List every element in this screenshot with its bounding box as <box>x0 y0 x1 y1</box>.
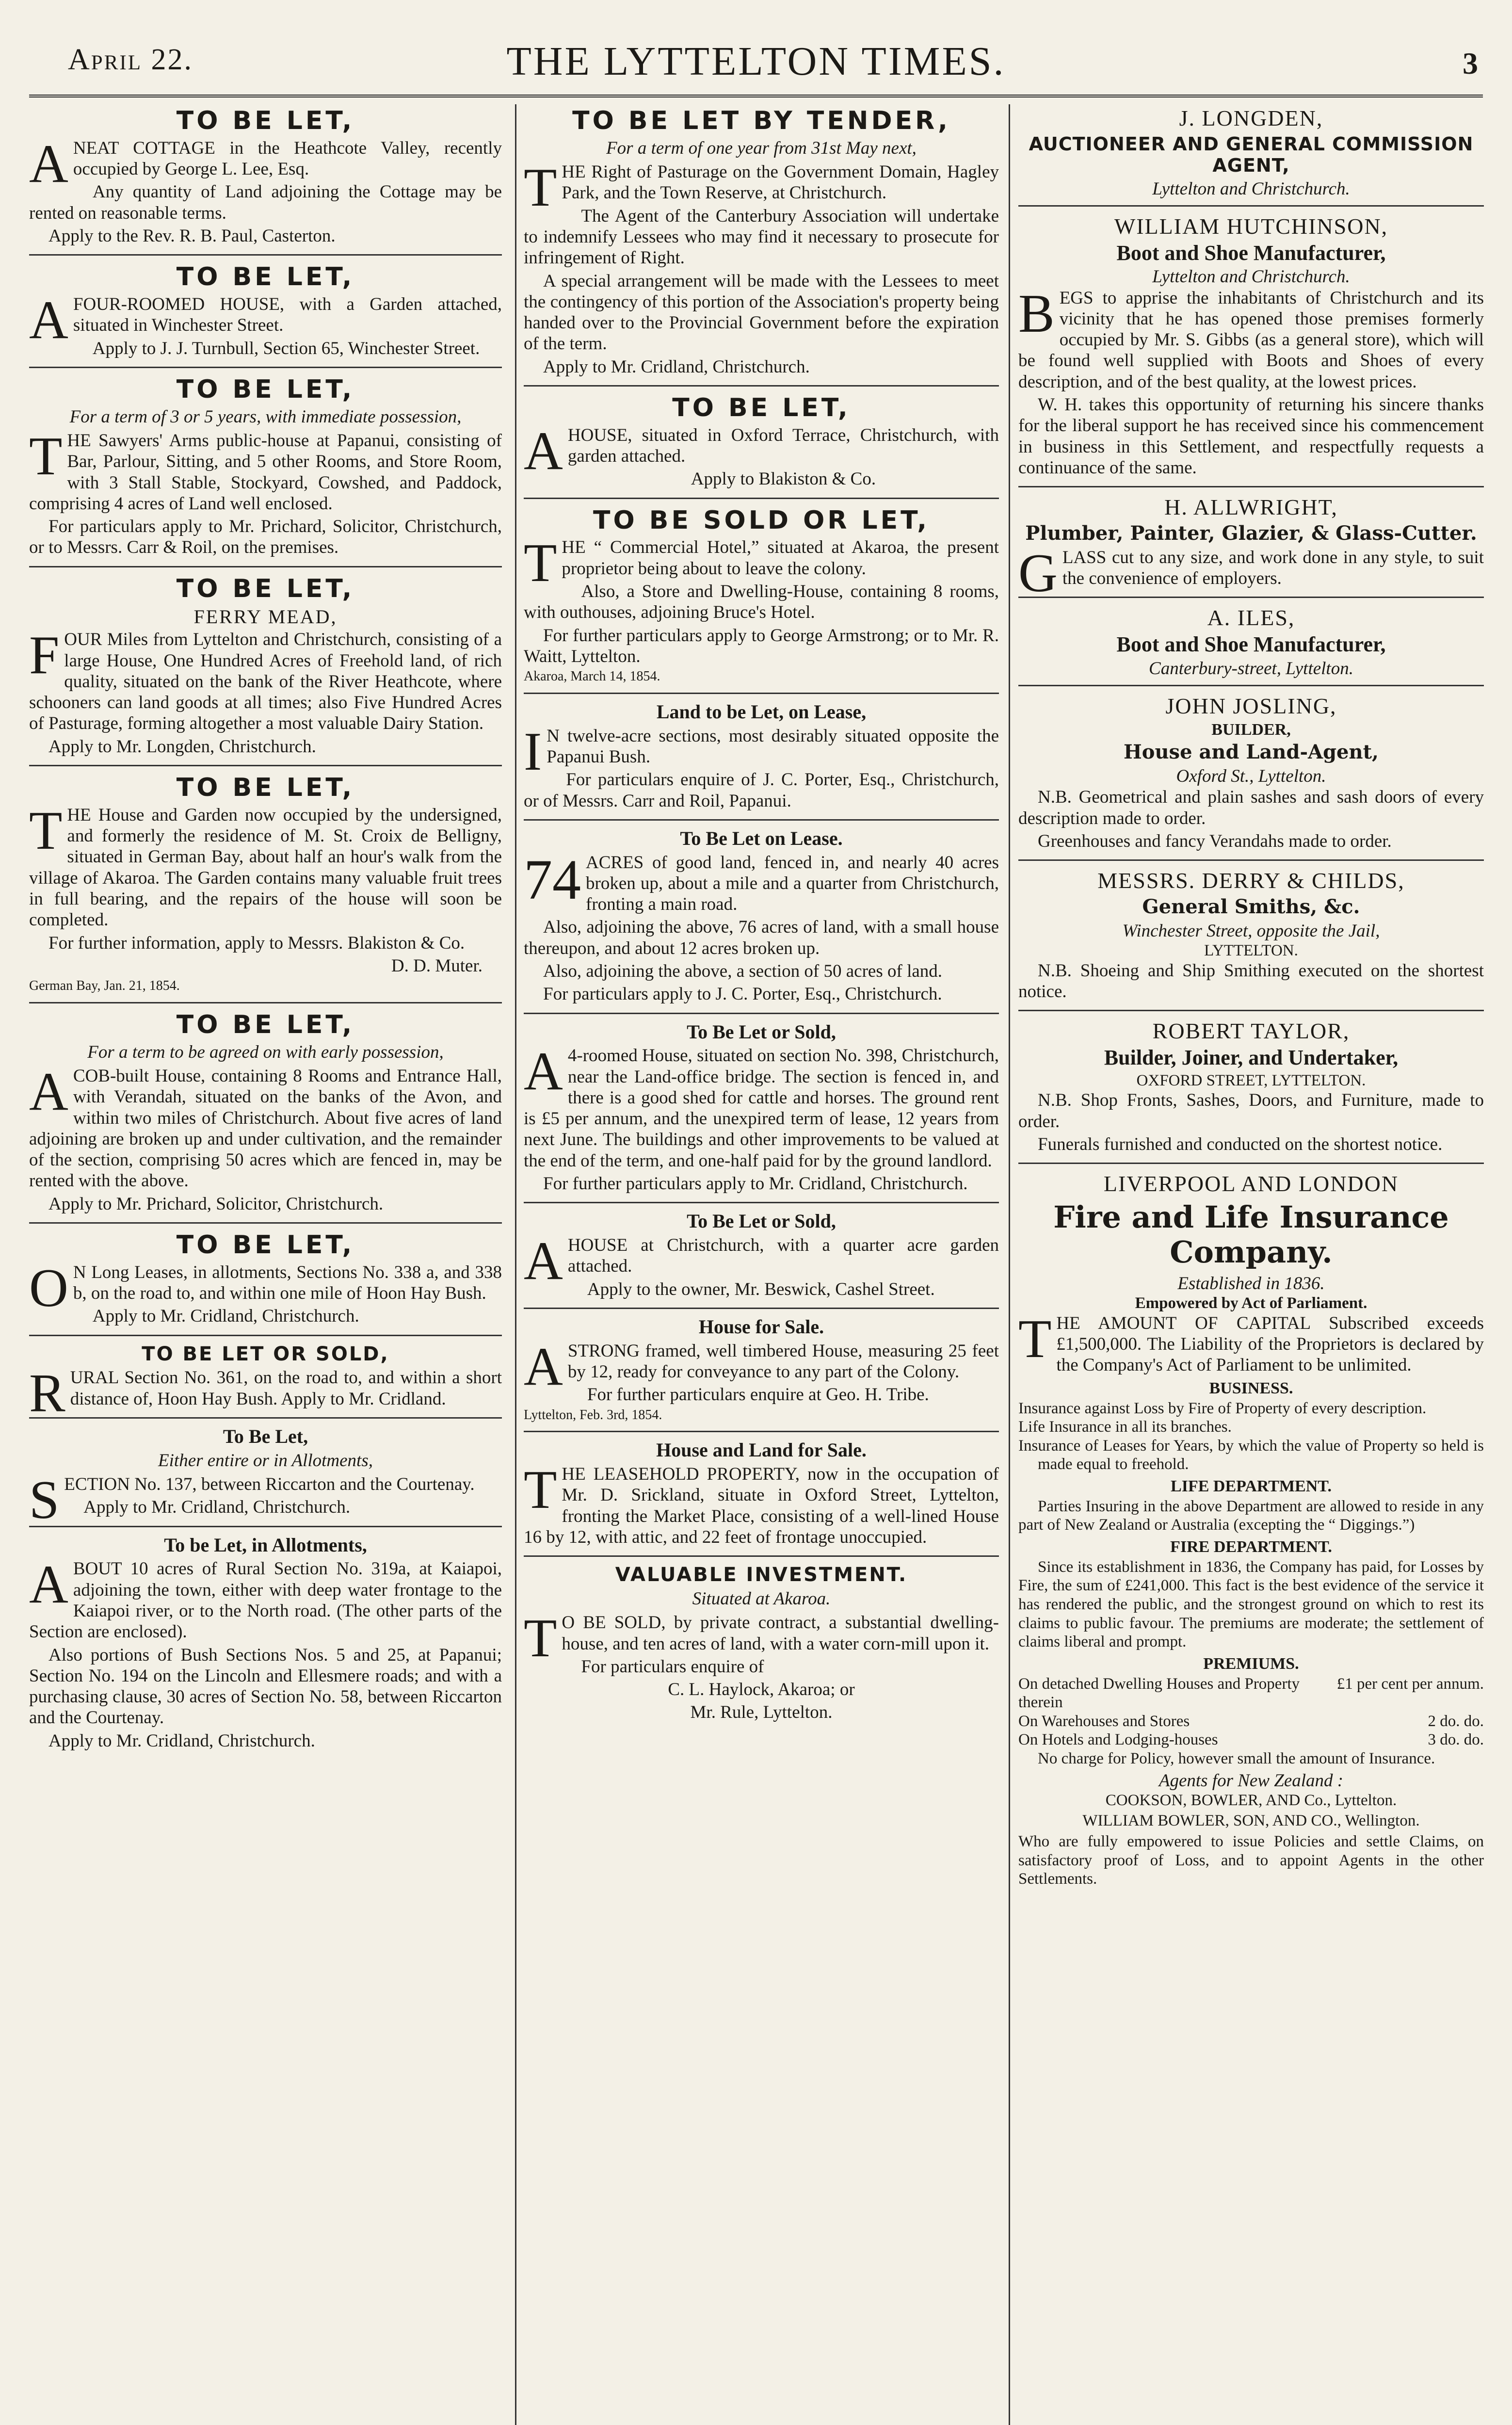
business-name: H. ALLWRIGHT, <box>1164 495 1338 520</box>
act-line: Empowered by Act of Parliament. <box>1135 1294 1367 1312</box>
advert-body: Parties Insuring in the above Department are allowed to reside in any part of New Zealand or Australia (excepting the “ Diggings.”) <box>1018 1497 1484 1534</box>
advert-valuable-investment <box>524 1564 999 1730</box>
drop-cap: A <box>29 133 68 194</box>
advert-contact: Apply to Blakiston & Co. <box>691 469 876 489</box>
advert-heading: TO BE LET, <box>176 374 355 404</box>
business-location: Winchester Street, opposite the Jail, <box>1122 921 1380 941</box>
page-header <box>0 34 1512 102</box>
advert-sawyers-arms <box>29 375 502 567</box>
advert-body: W. H. takes this opportunity of returning his sincere thanks for the liberal support he has received since his commencement in business in this Settlement, and respectfully requests a continuance of the same. <box>1018 394 1484 478</box>
drop-cap: R <box>29 1363 65 1424</box>
drop-cap: F <box>29 625 60 686</box>
advert-body: NEAT COTTAGE in the Heathcote Valley, recently occupied by George L. Lee, Esq. <box>73 138 502 179</box>
advert-body: HE House and Garden now occupied by the undersigned, and formerly the residence of M. St. Croix de Belligny, situated in German Bay, about half an hour's walk from the village of Akaroa. The Garden contains many valuable fruit trees in full bearing, and the repairs of the house will soon be completed. <box>29 805 502 930</box>
business-line: Life Insurance in all its branches. <box>1018 1418 1232 1436</box>
advert-house-christchurch <box>524 1210 999 1309</box>
advert-section-137 <box>29 1425 502 1531</box>
advert-body: OUR Miles from Lyttelton and Christchurch, consisting of a large House, One Hundred Acres of Freehold land, of rich quality, situated on the bank of the River Heathcote, where schooners can land goods at all times; also Five Hundred Acres of Pasturage, forming altogether a most valuable Dairy Station. <box>29 630 502 734</box>
advert-contact: C. L. Haylock, Akaroa; or <box>668 1680 855 1700</box>
drop-cap: A <box>29 1061 68 1122</box>
advert-heading: TO BE LET, <box>672 393 851 422</box>
advert-heading: House for Sale. <box>698 1315 824 1338</box>
advert-long-leases <box>29 1230 502 1336</box>
advert-house-german-bay <box>29 773 502 1003</box>
drop-cap: A <box>29 1554 68 1615</box>
drop-cap: T <box>524 533 557 594</box>
advert-body: Also, adjoining the above, 76 acres of land, with a small house thereupon, and about 12 acres broken up. <box>524 917 999 958</box>
business-location: OXFORD STREET, LYTTELTON. <box>1136 1071 1366 1089</box>
advert-heading: To Be Let or Sold, <box>687 1210 836 1232</box>
business-title: General Smiths, &c. <box>1142 895 1360 919</box>
drop-cap: A <box>524 1336 563 1397</box>
advert-subheading: Either entire or in Allotments, <box>158 1450 373 1471</box>
advert-subheading: For a term to be agreed on with early possession, <box>87 1042 444 1062</box>
advert-cob-house <box>29 1010 502 1224</box>
drop-cap: S <box>29 1470 60 1531</box>
advert-four-roomed-house <box>29 262 502 368</box>
agents-heading: Agents for New Zealand : <box>1158 1770 1344 1791</box>
advert-contact: Apply to the Rev. R. B. Paul, Casterton. <box>48 226 336 246</box>
advert-contact: For further particulars enquire at Geo. H. Tribe. <box>587 1385 929 1405</box>
advert-body: LASS cut to any size, and work done in any style, to suit the convenience of employers. <box>1062 547 1484 588</box>
advert-body: N twelve-acre sections, most desirably situated opposite the Papanui Bush. <box>547 726 999 767</box>
business-title: AUCTIONEER AND GENERAL COMMISSION AGENT, <box>1029 133 1474 177</box>
card-taylor <box>1018 1018 1484 1164</box>
header-rule <box>29 95 1483 97</box>
advert-body: ACRES of good land, fenced in, and nearly 40 acres broken up, about a mile and a quarter from Christchurch, fronting a main road. <box>586 852 999 915</box>
advert-contact: For further particulars apply to George Armstrong; or to Mr. R. Waitt, Lyttelton. <box>524 625 999 666</box>
established-line: Established in 1836. <box>1177 1274 1325 1293</box>
company-name: LIVERPOOL AND LONDON <box>1103 1171 1399 1196</box>
drop-cap: I <box>524 721 542 782</box>
advert-heading: TO BE LET, <box>176 106 355 135</box>
advert-subheading: For a term of one year from 31st May next, <box>606 138 917 158</box>
drop-cap: T <box>1018 1309 1052 1369</box>
advert-contact: For further information, apply to Messrs. Blakiston & Co. <box>48 933 465 953</box>
card-iles <box>1018 605 1484 686</box>
advert-subheading: For a term of 3 or 5 years, with immediate possession, <box>69 406 462 427</box>
advert-body: N.B. Geometrical and plain sashes and sash doors of every description made to order. <box>1018 787 1484 828</box>
advert-contact: Apply to Mr. Longden, Christchurch. <box>48 736 316 757</box>
section-heading: FIRE DEPARTMENT. <box>1170 1537 1332 1556</box>
advert-body: Greenhouses and fancy Verandahs made to order. <box>1038 831 1392 852</box>
card-josling <box>1018 693 1484 861</box>
column-divider <box>515 104 516 2425</box>
agents-note: Who are fully empowered to issue Policies and settle Claims, on satisfactory proof of Loss, and to appoint Agents in the other Settlements. <box>1018 1833 1484 1888</box>
business-name: J. LONGDEN, <box>1179 106 1323 130</box>
advert-contact: For particulars apply to J. C. Porter, Esq., Christchurch. <box>543 984 942 1004</box>
company-title: Fire and Life Insurance Company. <box>1053 1199 1449 1270</box>
advert-heading: TO BE LET BY TENDER, <box>572 106 950 135</box>
advert-heading: To Be Let, <box>223 1425 308 1447</box>
advert-body: 4-roomed House, situated on section No. 398, Christchurch, near the Land-office bridge. The section is fenced in, and there is a good shed for cattle and horses. The ground rent is £5 per annum, and the unexpired term of lease, 12 years from next June. The buildings and other improvements to be valued at the end of the term, and one-half paid for by the ground landlord. <box>524 1046 999 1171</box>
drop-cap: O <box>29 1258 68 1318</box>
business-name: A. ILES, <box>1207 605 1295 630</box>
advert-body: STRONG framed, well timbered House, measuring 25 feet by 12, ready for conveyance to any part of the Colony. <box>567 1341 999 1382</box>
advert-signature: D. D. Muter. <box>391 955 483 976</box>
advert-body: HE Sawyers' Arms public-house at Papanui, consisting of Bar, Parlour, Sitting, and 5 other Rooms, and Store Room, with 3 Stall Stable, Stockyard, Cowshed, and Paddock, comprising 4 acres of Land well enclosed. <box>29 431 502 514</box>
advert-body: HE Right of Pasturage on the Government Domain, Hagley Park, and the Town Reserve, at Christchurch. <box>562 162 999 203</box>
advert-body: N.B. Shop Fronts, Sashes, Doors, and Furniture, made to order. <box>1018 1090 1484 1132</box>
column-divider <box>1009 104 1010 2425</box>
business-name: ROBERT TAYLOR, <box>1152 1018 1350 1044</box>
card-longden <box>1018 105 1484 207</box>
business-name: MESSRS. DERRY & CHILDS, <box>1097 868 1405 893</box>
drop-cap: G <box>1018 543 1058 603</box>
business-name: JOHN JOSLING, <box>1165 693 1337 718</box>
advert-ferry-mead <box>29 574 502 766</box>
column-left <box>29 104 502 2425</box>
business-line: Insurance of Leases for Years, by which the value of Property so held is made equal to freehold. <box>1018 1437 1484 1473</box>
advert-body: FOUR-ROOMED HOUSE, with a Garden attached, situated in Winchester Street. <box>73 294 502 336</box>
business-line: Insurance against Loss by Fire of Property of every description. <box>1018 1399 1427 1417</box>
card-allwright <box>1018 494 1484 603</box>
column-right <box>1018 104 1484 2425</box>
advert-body: EGS to apprise the inhabitants of Christchurch and its vicinity that he has opened those premises formerly occupied by Mr. S. Gibbs (as a general store), which will be found well supplied with Boots and Shoes of every description, and of the best quality, at the lowest prices. <box>1018 288 1484 392</box>
advert-body: HE “ Commercial Hotel,” situated at Akaroa, the present proprietor being about to leave the colony. <box>562 537 999 579</box>
advert-contact: Apply to Mr. Prichard, Solicitor, Christchurch. <box>48 1194 384 1214</box>
business-name: WILLIAM HUTCHINSON, <box>1114 214 1388 239</box>
advert-body: HE LEASEHOLD PROPERTY, now in the occupation of Mr. D. Srickland, situate in Oxford Street, Lyttelton, fronting the Market Place, consisting of a well-lined House 16 by 12, with attic, and 22 feet of frontage unoccupied. <box>524 1464 999 1547</box>
advert-contact: Apply to J. J. Turnbull, Section 65, Winchester Street. <box>92 338 480 358</box>
page-number: 3 <box>1463 46 1478 81</box>
advert-heading: VALUABLE INVESTMENT. <box>615 1564 908 1586</box>
advert-body: Funerals furnished and conducted on the shortest notice. <box>1038 1134 1443 1154</box>
advert-body: Any quantity of Land adjoining the Cottage may be rented on reasonable terms. <box>29 182 502 223</box>
masthead-title: THE LYTTELTON TIMES. <box>506 39 1006 84</box>
advert-body: URAL Section No. 361, on the road to, and within a short distance of, Hoon Hay Bush. Apply to Mr. Cridland. <box>70 1368 502 1409</box>
premium-note: No charge for Policy, however small the amount of Insurance. <box>1038 1749 1435 1767</box>
advert-heading: To Be Let on Lease. <box>680 827 843 849</box>
agent-line: COOKSON, BOWLER, AND Co., Lyttelton. <box>1105 1791 1397 1809</box>
advert-body: BOUT 10 acres of Rural Section No. 319a, at Kaiapoi, adjoining the town, either with deep water frontage to the Kaiapoi river, or to the North road. (The other parts of the Section are enclosed). <box>29 1559 502 1642</box>
advert-74-acres <box>524 827 999 1014</box>
advert-leasehold-property <box>524 1439 999 1557</box>
drop-cap: B <box>1018 283 1055 344</box>
advert-liverpool-london-insurance <box>1018 1171 1484 1896</box>
advert-body: O BE SOLD, by private contract, a substantial dwelling-house, and ten acres of land, with a water corn-mill upon it. <box>562 1613 999 1654</box>
agent-line: WILLIAM BOWLER, SON, AND CO., Wellington. <box>1082 1812 1420 1830</box>
card-hutchinson <box>1018 213 1484 487</box>
drop-cap: T <box>29 426 63 487</box>
advert-date: Lyttelton, Feb. 3rd, 1854. <box>524 1407 662 1423</box>
advert-subheading: FERRY MEAD, <box>193 605 338 628</box>
advert-heading: House and Land for Sale. <box>656 1439 867 1461</box>
advert-rural-section-361 <box>29 1342 502 1424</box>
business-location: Lyttelton and Christchurch. <box>1152 178 1350 199</box>
advert-body: The Agent of the Canterbury Association will undertake to indemnify Lessees who may find it necessary to prosecute for infringement of Right. <box>524 206 999 268</box>
advert-body: HOUSE, situated in Oxford Terrace, Christchurch, with garden attached. <box>567 425 999 467</box>
premium-row: On detached Dwelling Houses and Property therein £1 per cent per annum. <box>1018 1675 1484 1712</box>
drop-cap: A <box>524 1041 563 1102</box>
advert-body: HE AMOUNT OF CAPITAL Subscribed exceeds £1,500,000. The Liability of the Proprietors is declared by the Company's Act of Parliament to be unlimited. <box>1056 1313 1484 1375</box>
advert-body: Since its establishment in 1836, the Company has paid, for Losses by Fire, the sum of £241,000. This fact is the best evidence of the service it has rendered the public, and the strongest ground on which to rest its claims to public favour. The premiums are moderate; the settlement of claims liberal and prompt. <box>1018 1558 1484 1651</box>
advert-body: N.B. Shoeing and Ship Smithing executed on the shortest notice. <box>1018 960 1484 1002</box>
drop-number: 74 <box>524 847 581 911</box>
drop-cap: T <box>524 1608 557 1669</box>
advert-contact: Apply to Mr. Cridland, Christchurch. <box>92 1306 359 1326</box>
advert-contact: Mr. Rule, Lyttelton. <box>690 1702 833 1723</box>
business-title: Boot and Shoe Manufacturer, <box>1116 632 1386 657</box>
advert-body: ECTION No. 137, between Riccarton and the Courtenay. <box>64 1474 475 1495</box>
section-heading: PREMIUMS. <box>1203 1654 1299 1673</box>
advert-body: N Long Leases, in allotments, Sections No. 338 a, and 338 b, on the road to, and within one mile of Hoon Hay Bush. <box>73 1262 502 1304</box>
advert-body: Also, adjoining the above, a section of 50 acres of land. <box>543 961 943 981</box>
header-date: April 22. <box>68 43 193 76</box>
advert-body: A special arrangement will be made with the Lessees to meet the contingency of this portion of the Association's property being handed over to the Provincial Government before the expiration of the term. <box>524 271 999 354</box>
business-town: LYTTELTON. <box>1204 942 1298 960</box>
advert-contact: Apply to Mr. Cridland, Christchurch. <box>543 356 810 377</box>
column-middle <box>524 104 999 2425</box>
advert-heading: TO BE SOLD OR LET, <box>593 505 930 535</box>
advert-heading: To be Let, in Allotments, <box>164 1534 367 1556</box>
advert-date: German Bay, Jan. 21, 1854. <box>29 978 180 994</box>
advert-heading: TO BE LET, <box>176 262 355 292</box>
advert-heading: TO BE LET, <box>176 773 355 803</box>
advert-kaiapoi-allotments <box>29 1534 502 1759</box>
drop-cap: T <box>524 158 557 218</box>
business-title: Boot and Shoe Manufacturer, <box>1116 241 1386 265</box>
drop-cap: A <box>524 1231 563 1292</box>
advert-contact: Apply to the owner, Mr. Beswick, Cashel Street. <box>587 1279 935 1299</box>
drop-cap: A <box>29 290 68 351</box>
advert-heading: TO BE LET OR SOLD, <box>142 1342 389 1365</box>
advert-land-on-lease <box>524 701 999 821</box>
advert-contact: Apply to Mr. Cridland, Christchurch. <box>83 1497 351 1518</box>
advert-body: Also portions of Bush Sections Nos. 5 and 25, at Papanui; Section No. 194 on the Lincoln and Ellesmere roads; and with a purchasing clause, 30 acres of Section No. 58, between Riccarton and the Courtenay. <box>29 1645 502 1728</box>
advert-heading: TO BE LET, <box>176 1230 355 1260</box>
advert-house-for-sale <box>524 1316 999 1432</box>
advert-heading: TO BE LET, <box>176 1010 355 1039</box>
business-location: Oxford St., Lyttelton. <box>1176 766 1326 787</box>
advert-contact: For particulars enquire of J. C. Porter, Esq., Christchurch, or of Messrs. Carr and Roil, Papanui. <box>524 770 999 811</box>
drop-cap: A <box>524 420 563 481</box>
business-title: BUILDER, <box>1211 720 1291 739</box>
advert-contact: For particulars enquire of <box>581 1656 764 1677</box>
advert-contact: Apply to Mr. Cridland, Christchurch. <box>48 1730 315 1751</box>
advert-pasturage-tender <box>524 106 999 387</box>
advert-heading: TO BE LET, <box>176 574 355 603</box>
business-location: Lyttelton and Christchurch. <box>1152 267 1350 287</box>
advert-cottage-heathcote <box>29 106 502 256</box>
advert-heading: To Be Let or Sold, <box>687 1020 836 1043</box>
premium-row: On Warehouses and Stores 2 do. do. <box>1018 1712 1484 1730</box>
advert-commercial-hotel <box>524 506 999 694</box>
section-heading: BUSINESS. <box>1209 1379 1293 1397</box>
advert-contact: For particulars apply to Mr. Prichard, Solicitor, Christchurch, or to Messrs. Carr & Roil, on the premises. <box>29 517 502 558</box>
advert-date: Akaroa, March 14, 1854. <box>524 669 660 684</box>
business-location: Canterbury-street, Lyttelton. <box>1149 658 1353 679</box>
advert-contact: For further particulars apply to Mr. Cridland, Christchurch. <box>543 1174 968 1194</box>
advert-body: HOUSE at Christchurch, with a quarter acre garden attached. <box>567 1235 999 1277</box>
advert-section-398 <box>524 1021 999 1204</box>
advert-body: Also, a Store and Dwelling-House, containing 8 rooms, with outhouses, adjoining Bruce's Hotel. <box>524 581 999 623</box>
premium-row: On Hotels and Lodging-houses 3 do. do. <box>1018 1731 1484 1749</box>
advert-oxford-terrace-house <box>524 393 999 499</box>
business-subtitle: House and Land-Agent, <box>1124 741 1379 764</box>
drop-cap: T <box>524 1460 557 1520</box>
advert-subheading: Situated at Akaroa. <box>692 1589 831 1609</box>
business-title: Builder, Joiner, and Undertaker, <box>1104 1046 1399 1070</box>
advert-body: COB-built House, containing 8 Rooms and Entrance Hall, with Verandah, situated on the banks of the Avon, and within two miles of Christchurch. About five acres of land adjoining are broken up and under cultivation, and the remainder of the section, comprising 50 acres which are fenced in, may be rented with the above. <box>29 1066 502 1191</box>
advert-heading: Land to be Let, on Lease, <box>656 700 867 723</box>
card-derry-childs <box>1018 868 1484 1011</box>
section-heading: LIFE DEPARTMENT. <box>1171 1477 1332 1495</box>
drop-cap: T <box>29 800 63 861</box>
business-title: Plumber, Painter, Glazier, & Glass-Cutter. <box>1025 521 1477 545</box>
